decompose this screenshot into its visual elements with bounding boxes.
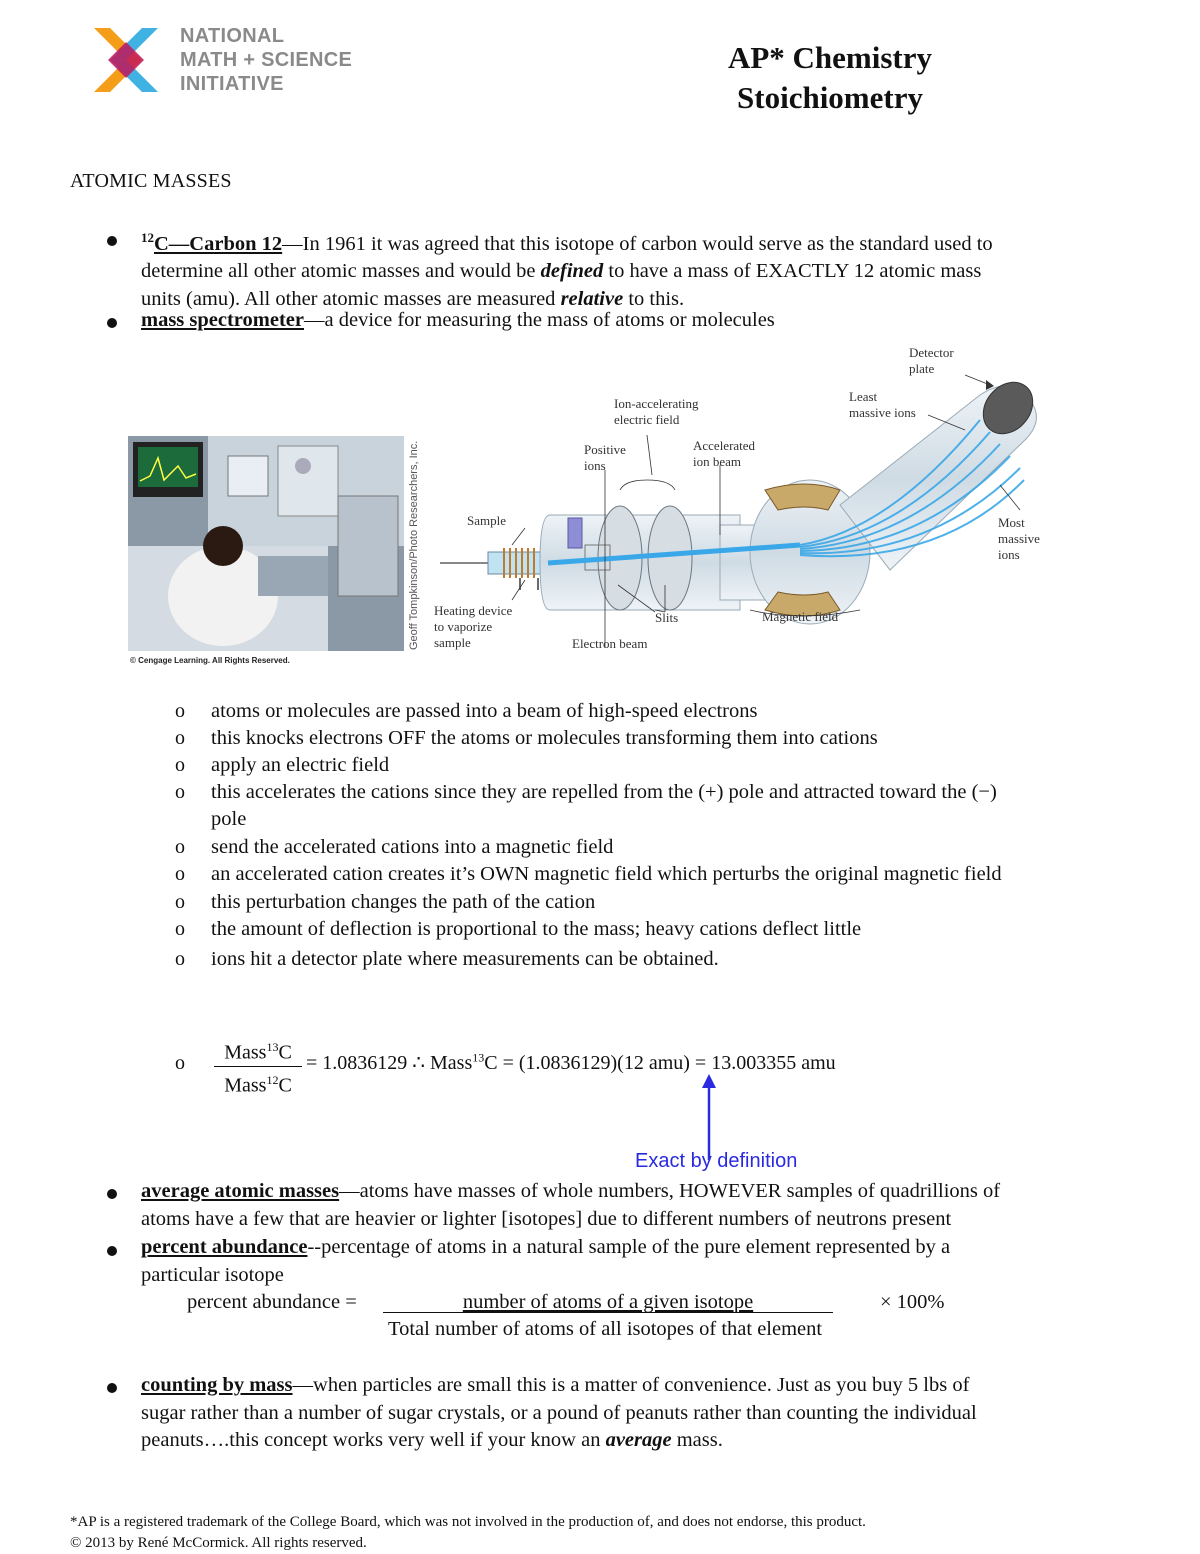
- label-positive-ions: [584, 442, 626, 474]
- step-text: send the accelerated cations into a magnetic field: [211, 836, 614, 858]
- logo-text: [180, 24, 352, 96]
- counting-line3b: mass.: [671, 1429, 723, 1451]
- carbon12-sup: 12: [141, 230, 154, 245]
- carbon12-line3a: units (amu). All other atomic masses are measured: [141, 287, 561, 310]
- label-sample: Sample: [467, 513, 506, 528]
- label-heating-2: to vaporize: [434, 619, 493, 634]
- circle-bullet-icon: o: [175, 700, 185, 722]
- label-ion-field-2: electric field: [614, 412, 680, 427]
- logo-line-2: MATH + SCIENCE: [180, 49, 353, 71]
- label-detector-2: plate: [909, 361, 935, 376]
- mass-spectrometer-diagram: [420, 340, 1070, 660]
- den-el: C: [278, 1074, 292, 1097]
- abundance-line1: --percentage of atoms in a natural sample of the pure element represented by a: [307, 1236, 951, 1258]
- carbon12-line2a: determine all other atomic masses and would be: [141, 260, 541, 283]
- abundance-underline: [383, 1312, 833, 1313]
- circle-bullet-icon: o: [175, 727, 185, 749]
- carbon12-defined: defined: [540, 260, 604, 283]
- carbon12-line2b: to have a mass of EXACTLY 12 atomic mass: [603, 260, 982, 283]
- circle-bullet-icon: o: [175, 754, 185, 776]
- mass-spec-paragraph: [141, 307, 775, 335]
- counting-paragraph: [141, 1372, 1151, 1455]
- bullet-icon: [107, 318, 117, 328]
- equation-result: [306, 1050, 836, 1075]
- mass-spec-term: mass spectrometer: [141, 309, 304, 331]
- circle-bullet-icon: o: [175, 948, 185, 970]
- isotope-ratio-fraction: [214, 1034, 302, 1098]
- avg-mass-line2: atoms have a few that are heavier or lighter [isotopes] due to different numbers of neutrons present: [141, 1207, 952, 1230]
- label-accelerated-2: ion beam: [693, 454, 742, 469]
- label-most-2: massive: [998, 531, 1040, 546]
- num-mass: Mass: [224, 1041, 267, 1064]
- list-item: [175, 946, 719, 974]
- mass-spec-rest: —a device for measuring the mass of atoms or molecules: [304, 309, 775, 331]
- avg-mass-term: average atomic masses: [141, 1180, 340, 1202]
- footer-trademark: *AP is a registered trademark of the College Board, which was not involved in the production of, and does not endorse, this product.: [70, 1514, 866, 1530]
- footer-copyright: © 2013 by René McCormick. All rights reserved.: [70, 1535, 367, 1551]
- step-text: an accelerated cation creates it’s OWN magnetic field which perturbs the original magnetic field: [211, 863, 1002, 885]
- circle-bullet-icon: o: [175, 863, 185, 885]
- label-least-1: Least: [849, 389, 878, 404]
- abundance-paragraph: [141, 1234, 1151, 1289]
- label-detector-1: Detector: [909, 345, 954, 360]
- step-text: atoms or molecules are passed into a beam of high-speed electrons: [211, 700, 758, 722]
- num-sup: 13: [266, 1040, 279, 1054]
- label-accelerated-1: Accelerated: [693, 438, 756, 453]
- label-magnetic-field: Magnetic field: [762, 609, 839, 624]
- carbon12-line3b: to this.: [623, 287, 685, 310]
- list-item: [175, 779, 997, 807]
- label-ion-field-1: Ion-accelerating: [614, 396, 699, 411]
- label-most-3: ions: [998, 547, 1020, 562]
- label-accelerated-beam: [693, 438, 755, 470]
- label-least-massive: [849, 389, 916, 421]
- eq-rest-sup: 13: [472, 1050, 485, 1065]
- list-item: [175, 834, 614, 862]
- label-most-massive: [998, 515, 1040, 563]
- abundance-num-text: number of atoms of a given isotope: [462, 1291, 754, 1313]
- counting-term: counting by mass: [141, 1374, 293, 1396]
- step-text: apply an electric field: [211, 754, 390, 776]
- list-item: [175, 889, 596, 917]
- label-slits: Slits: [655, 610, 679, 625]
- bullet-icon: [107, 1246, 117, 1256]
- list-item: [175, 916, 862, 944]
- den-sup: 12: [266, 1072, 279, 1087]
- carbon12-paragraph: [141, 224, 1141, 313]
- abundance-formula-denominator: Total number of atoms of all isotopes of that element: [388, 1318, 823, 1340]
- label-electron-beam: Electron beam: [572, 636, 648, 651]
- title-line-1: AP* Chemistry: [727, 40, 933, 75]
- fraction-denominator: [214, 1067, 302, 1099]
- nms-logo: [86, 20, 166, 98]
- num-el: C: [278, 1041, 292, 1064]
- list-item-continued: pole: [211, 808, 247, 830]
- exact-annotation: Exact by definition: [635, 1150, 798, 1172]
- label-ion-field: [614, 396, 698, 428]
- annotation-arrow-icon: [699, 1072, 719, 1162]
- list-item: [175, 698, 758, 726]
- figure-copyright: © Cengage Learning. All Rights Reserved.: [130, 656, 290, 665]
- avg-mass-line1: —atoms have masses of whole numbers, HOWEVER samples of quadrillions of: [339, 1180, 1001, 1202]
- list-item: [175, 861, 1002, 889]
- bullet-icon: [107, 1383, 117, 1393]
- avg-mass-paragraph: [141, 1178, 1151, 1233]
- counting-line1: —when particles are small this is a matter of convenience. Just as you buy 5 lbs of: [292, 1374, 970, 1396]
- title-line-2: Stoichiometry: [737, 80, 923, 115]
- step-text: this perturbation changes the path of the cation: [211, 891, 596, 913]
- logo-mark-icon: [86, 20, 166, 98]
- carbon12-term: C—Carbon 12: [154, 232, 283, 255]
- counting-line3a: peanuts….this concept works very well if your know an: [141, 1429, 606, 1451]
- label-detector-plate: [909, 345, 954, 377]
- abundance-formula-label: percent abundance =: [187, 1291, 357, 1313]
- list-item: [175, 752, 390, 780]
- circle-bullet-icon: o: [175, 836, 185, 858]
- logo-line-3: INITIATIVE: [180, 73, 284, 95]
- counting-line2: sugar rather than a number of sugar crystals, or a pound of peanuts rather than counting the individual: [141, 1401, 977, 1424]
- bullet-icon: [107, 1189, 117, 1199]
- label-most-1: Most: [998, 515, 1025, 530]
- label-heating-1: Heating device: [434, 603, 513, 618]
- fraction-numerator: [214, 1034, 302, 1066]
- footer: [70, 1512, 866, 1554]
- abundance-term: percent abundance: [141, 1236, 308, 1258]
- logo-line-1: NATIONAL: [180, 25, 285, 47]
- label-least-2: massive ions: [849, 405, 916, 420]
- abundance-line2: particular isotope: [141, 1263, 284, 1286]
- circle-bullet-icon: o: [175, 918, 185, 940]
- eq-rest-b: C = (1.0836129)(12 amu) = 13.003355 amu: [484, 1052, 836, 1074]
- step-text: this knocks electrons OFF the atoms or molecules transforming them into cations: [211, 727, 878, 749]
- list-item: [175, 725, 878, 753]
- circle-bullet-icon: o: [175, 781, 185, 803]
- label-heating-device: [434, 603, 512, 651]
- step-text: the amount of deflection is proportional to the mass; heavy cations deflect little: [211, 918, 862, 940]
- carbon12-line1: —In 1961 it was agreed that this isotope of carbon would serve as the standard used to: [282, 232, 993, 255]
- label-positive-1: Positive: [584, 442, 626, 457]
- label-positive-2: ions: [584, 458, 606, 473]
- bullet-icon: [107, 236, 117, 246]
- spectrometer-drawing: [420, 340, 1070, 660]
- equation-bullet-icon: o: [175, 1052, 185, 1074]
- circle-bullet-icon: o: [175, 891, 185, 913]
- photo-credit: Geoff Tompkinson/Photo Researchers, Inc.: [408, 440, 420, 650]
- lab-photo-image: [128, 436, 404, 651]
- label-heating-3: sample: [434, 635, 471, 650]
- counting-average: average: [605, 1429, 672, 1451]
- page-title: [670, 38, 990, 118]
- lab-photo: [128, 436, 404, 651]
- den-mass: Mass: [224, 1074, 267, 1097]
- section-title: ATOMIC MASSES: [70, 170, 232, 192]
- eq-rest-a: = 1.0836129 ∴ Mass: [306, 1052, 473, 1074]
- carbon12-relative: relative: [560, 287, 624, 310]
- step-text: ions hit a detector plate where measurements can be obtained.: [211, 948, 719, 970]
- step-text: this accelerates the cations since they are repelled from the (+) pole and attracted toward the (−): [211, 781, 997, 803]
- abundance-formula-times: × 100%: [880, 1291, 945, 1313]
